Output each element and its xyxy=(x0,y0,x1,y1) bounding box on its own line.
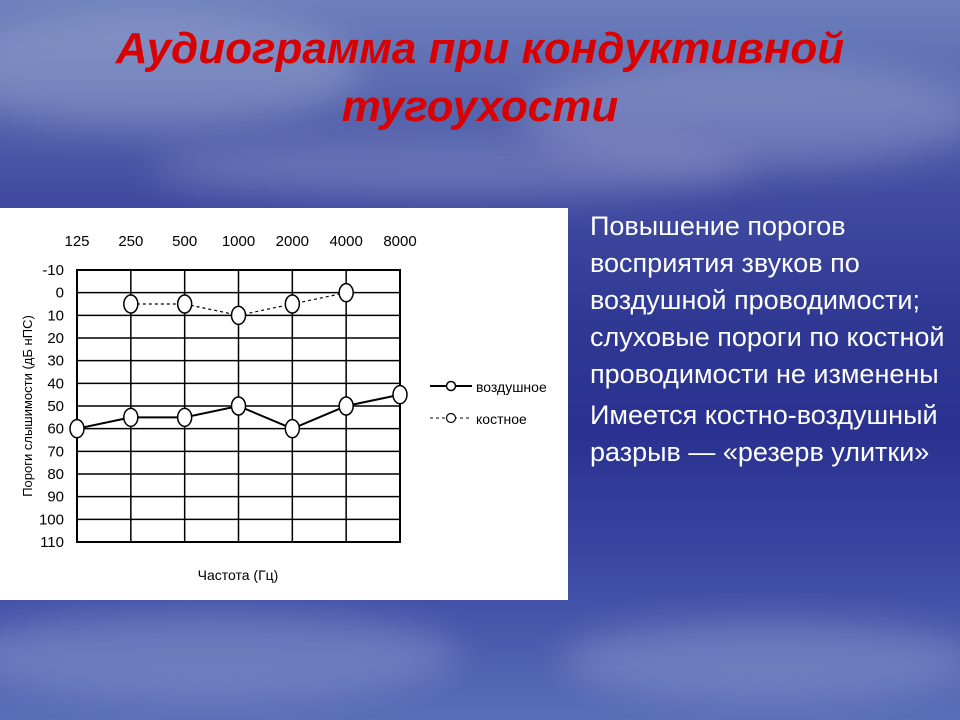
data-point xyxy=(124,408,138,426)
x-tick-label: 8000 xyxy=(383,233,417,250)
data-point xyxy=(339,397,353,415)
legend-marker xyxy=(447,414,456,423)
legend-label: костное xyxy=(476,411,527,427)
data-point xyxy=(124,295,138,313)
audiogram-svg xyxy=(0,208,568,600)
audiogram-chart xyxy=(0,208,568,600)
x-tick-label: 2000 xyxy=(275,233,310,250)
y-tick-label: 50 xyxy=(47,398,64,415)
x-tick-label: 1000 xyxy=(221,233,256,250)
y-tick-label: 20 xyxy=(47,330,64,347)
title-line-1: Аудиограмма при кондуктивной xyxy=(115,24,845,73)
data-point xyxy=(70,420,84,438)
y-tick-label: 90 xyxy=(47,488,64,506)
y-tick-label: 10 xyxy=(47,307,64,325)
cloud-decoration xyxy=(560,620,960,700)
y-tick-label: 60 xyxy=(47,420,64,438)
data-point xyxy=(285,295,299,313)
title-line-2: тугоухости xyxy=(341,82,619,131)
data-point xyxy=(232,306,246,324)
cloud-decoration xyxy=(150,140,750,200)
data-point xyxy=(232,397,246,415)
data-point xyxy=(339,284,353,302)
data-point xyxy=(178,295,192,313)
slide-title xyxy=(40,20,920,136)
data-point xyxy=(178,408,192,426)
x-axis-label: Частота (Гц) xyxy=(197,567,279,583)
y-tick-label: 30 xyxy=(47,352,64,370)
legend-label: воздушное xyxy=(476,379,547,395)
y-tick-label: 70 xyxy=(47,443,64,461)
y-tick-label: 110 xyxy=(40,534,64,551)
x-tick-label: 4000 xyxy=(329,233,363,250)
x-tick-label: 125 xyxy=(64,233,90,250)
y-tick-label: 100 xyxy=(38,511,64,529)
y-tick-label: 40 xyxy=(47,375,64,393)
cloud-decoration xyxy=(0,610,460,700)
legend-marker xyxy=(447,382,456,391)
data-point xyxy=(285,420,299,438)
y-tick-label: -10 xyxy=(42,262,64,279)
y-tick-label: 80 xyxy=(47,466,64,483)
bullet-list xyxy=(590,208,950,475)
y-tick-label: 0 xyxy=(55,284,64,302)
bullet-item: Повышение порогов восприятия звуков по воздушной проводимости; слуховые пороги по костной проводимости не изменены xyxy=(590,211,945,389)
x-tick-label: 250 xyxy=(118,233,144,250)
x-tick-label: 500 xyxy=(172,233,198,250)
bullet-item: Имеется костно-воздушный разрыв — «резерв улитки» xyxy=(590,400,938,467)
data-point xyxy=(393,386,407,404)
y-axis-label: Пороги слышимости (дБ нПС) xyxy=(20,315,35,497)
